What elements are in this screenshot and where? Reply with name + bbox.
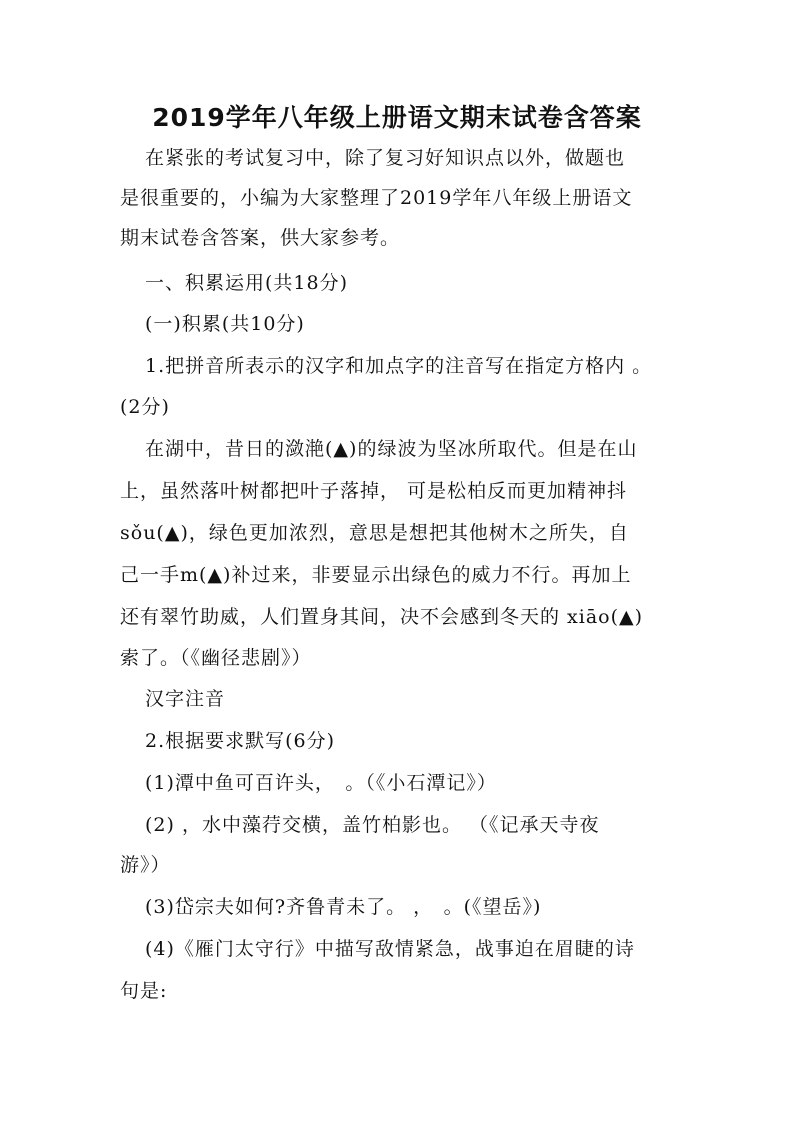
question-2-item: 句是: xyxy=(120,980,168,1002)
intro-line: 在紧张的考试复习中，除了复习好知识点以外，做题也 xyxy=(145,147,626,169)
passage-line: 索了。（《幽径悲剧》） xyxy=(120,647,312,669)
question-2-item: (2) ，水中藻荇交横，盖竹柏影也。 （《记承天寺夜 xyxy=(145,814,600,836)
question-2-item: (3)岱宗夫如何?齐鲁青未了。 ， 。(《望岳》) xyxy=(145,896,542,918)
question-2: 2.根据要求默写(6分) xyxy=(145,730,336,752)
passage-line: 在湖中，昔日的潋滟(▲)的绿波为坚冰所取代。但是在山 xyxy=(145,438,638,460)
intro-line: 是很重要的，小编为大家整理了2019学年八年级上册语文 xyxy=(120,187,633,209)
page-title: 2019学年八年级上册语文期末试卷含答案 xyxy=(152,103,642,132)
passage-line: sǒu(▲)，绿色更加浓烈，意思是想把其他树木之所失，自 xyxy=(120,522,629,544)
question-1-points: (2分) xyxy=(120,396,170,418)
subsection-heading: (一)积累(共10分) xyxy=(145,313,305,335)
intro-line: 期末试卷含答案，供大家参考。 xyxy=(120,227,401,249)
passage-line: 上，虽然落叶树都把叶子落掉， 可是松柏反而更加精神抖 xyxy=(120,480,628,502)
passage-line: 己一手m(▲)补过来，非要显示出绿色的威力不行。再加上 xyxy=(120,564,632,586)
question-2-item: (4)《雁门太守行》中描写敌情紧急，战事迫在眉睫的诗 xyxy=(145,938,635,960)
section-heading: 一、积累运用(共18分) xyxy=(145,272,349,294)
question-2-item: 游》） xyxy=(120,854,171,876)
passage-line: 还有翠竹助威，人们置身其间，决不会感到冬天的 xiāo(▲) xyxy=(120,606,644,628)
question-1: 1.把拼音所表示的汉字和加点字的注音写在指定方格内 。 xyxy=(145,355,653,377)
question-2-item: (1)潭中鱼可百许头， 。（《小石潭记》） xyxy=(145,772,497,794)
answer-label: 汉字注音 xyxy=(145,688,226,710)
